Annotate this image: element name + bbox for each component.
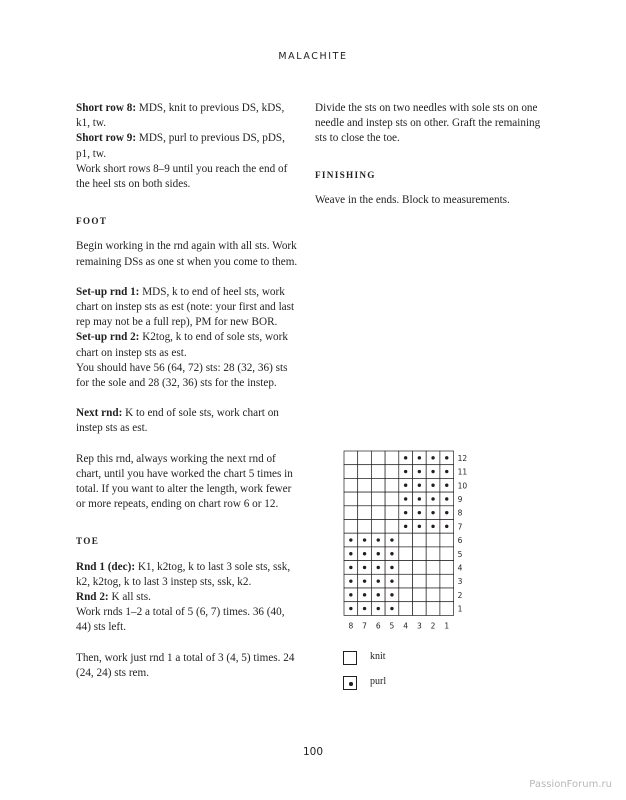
column-number-label: 4 bbox=[403, 621, 409, 631]
chart-cell bbox=[358, 451, 372, 465]
graft-paragraph: Divide the sts on two needles with sole sts on one needle and instep sts on other. Graft the remaining sts to close the toe. bbox=[315, 102, 541, 145]
purl-dot bbox=[445, 470, 448, 473]
purl-dot bbox=[377, 538, 380, 541]
row-number-label: 4 bbox=[457, 563, 463, 573]
purl-dot bbox=[445, 484, 448, 487]
setup-rnd-1 bbox=[76, 285, 301, 331]
purl-dot bbox=[363, 579, 366, 582]
chart-cell bbox=[426, 574, 440, 588]
chart-cell bbox=[399, 588, 413, 602]
chart-cell bbox=[413, 561, 427, 575]
chart-cell bbox=[399, 561, 413, 575]
purl-dot bbox=[377, 566, 380, 569]
purl-dot bbox=[377, 607, 380, 610]
chart-cell bbox=[344, 478, 358, 492]
purl-dot bbox=[377, 579, 380, 582]
purl-dot bbox=[404, 484, 407, 487]
section-heading-finishing: FINISHING bbox=[315, 169, 376, 180]
section-heading-toe: TOE bbox=[76, 536, 100, 547]
chart-cell bbox=[371, 520, 385, 534]
page-number: 100 bbox=[302, 746, 324, 758]
column-number-label: 7 bbox=[362, 621, 367, 631]
row-number-label: 3 bbox=[457, 577, 463, 587]
chart-cell bbox=[440, 561, 454, 575]
purl-dot bbox=[390, 552, 393, 555]
toe-rnd-1-text: K1, k2tog, k to last 3 sole sts, ssk, k2, k2tog, k to last 3 instep sts, ssk, k2. bbox=[76, 560, 291, 588]
row-number-label: 9 bbox=[457, 494, 463, 504]
chart-cell bbox=[385, 465, 399, 479]
setup-rnd-1-text: MDS, k to end of heel sts, work chart on instep sts as est (note: your first and last rep may not be a full rep), PM for new BOR. bbox=[76, 285, 295, 329]
purl-dot bbox=[349, 552, 352, 555]
purl-dot bbox=[349, 593, 352, 596]
purl-dot bbox=[445, 525, 448, 528]
setup-rnd-2-label: Set-up rnd 2: bbox=[76, 331, 140, 344]
section-heading-foot: FOOT bbox=[76, 216, 108, 227]
chart-cell bbox=[358, 506, 372, 520]
chart-cell bbox=[371, 451, 385, 465]
chart-cell bbox=[440, 574, 454, 588]
purl-dot bbox=[363, 593, 366, 596]
purl-dot bbox=[404, 456, 407, 459]
right-column bbox=[315, 101, 545, 208]
purl-dot bbox=[349, 566, 352, 569]
setup-rnd-1-label: Set-up rnd 1: bbox=[76, 285, 140, 298]
column-number-label: 1 bbox=[444, 621, 450, 631]
column-number-label: 6 bbox=[375, 621, 381, 631]
chart-cell bbox=[371, 492, 385, 506]
column-number-label: 5 bbox=[389, 621, 395, 631]
chart-cell bbox=[413, 588, 427, 602]
next-rnd-text: K to end of sole sts, work chart on instep sts as est. bbox=[76, 407, 279, 435]
watermark: PassionForum.ru bbox=[529, 779, 612, 790]
purl-dot bbox=[431, 456, 434, 459]
short-row-9-label: Short row 9: bbox=[76, 132, 137, 145]
legend-purl-label: purl bbox=[370, 676, 387, 687]
chart-cell bbox=[371, 465, 385, 479]
legend-knit-label: knit bbox=[370, 651, 386, 662]
short-row-9-text: MDS, purl to previous DS, pDS, p1, tw. bbox=[76, 132, 285, 160]
chart-cell bbox=[426, 533, 440, 547]
next-rnd bbox=[76, 406, 301, 436]
chart-cell bbox=[399, 547, 413, 561]
purl-dot bbox=[418, 456, 421, 459]
purl-dot bbox=[404, 511, 407, 514]
purl-dot bbox=[431, 497, 434, 500]
toe-rnd-2-label: Rnd 2: bbox=[76, 591, 109, 604]
purl-dot bbox=[418, 484, 421, 487]
purl-dot bbox=[377, 593, 380, 596]
chart-cell bbox=[344, 492, 358, 506]
purl-dot bbox=[390, 593, 393, 596]
chart-cell bbox=[426, 561, 440, 575]
chart-cell bbox=[413, 547, 427, 561]
column-number-label: 8 bbox=[348, 621, 354, 631]
short-row-8-text: MDS, knit to previous DS, kDS, k1, tw. bbox=[76, 102, 285, 130]
chart-cell bbox=[440, 602, 454, 616]
row-number-label: 6 bbox=[457, 536, 463, 546]
short-row-8 bbox=[76, 101, 301, 131]
row-number-label: 7 bbox=[457, 522, 463, 532]
row-number-label: 12 bbox=[457, 453, 468, 463]
stitch-chart-svg bbox=[340, 448, 470, 638]
foot-paragraph: Begin working in the rnd again with all sts. Work remaining DSs as one st when you come to them. bbox=[76, 240, 298, 268]
setup-rnd-2 bbox=[76, 330, 301, 360]
purl-dot bbox=[418, 511, 421, 514]
purl-dot bbox=[431, 525, 434, 528]
page-header: MALACHITE bbox=[278, 51, 348, 62]
stitch-chart bbox=[340, 448, 470, 643]
purl-dot bbox=[418, 497, 421, 500]
purl-dot bbox=[431, 511, 434, 514]
purl-dot bbox=[418, 470, 421, 473]
row-number-label: 8 bbox=[457, 508, 463, 518]
purl-dot bbox=[349, 579, 352, 582]
chart-cell bbox=[413, 533, 427, 547]
chart-cell bbox=[358, 520, 372, 534]
row-number-label: 10 bbox=[457, 481, 468, 491]
chart-cell bbox=[358, 478, 372, 492]
chart-cell bbox=[440, 547, 454, 561]
purl-dot bbox=[431, 470, 434, 473]
row-number-label: 5 bbox=[457, 549, 463, 559]
purl-dot bbox=[363, 607, 366, 610]
chart-cell bbox=[413, 574, 427, 588]
purl-dot bbox=[445, 456, 448, 459]
knit-symbol-icon bbox=[343, 651, 357, 665]
chart-cell bbox=[413, 602, 427, 616]
purl-dot bbox=[404, 470, 407, 473]
toe-rnd-2-text: K all sts. bbox=[108, 591, 151, 604]
column-number-label: 2 bbox=[430, 621, 436, 631]
chart-cell bbox=[440, 533, 454, 547]
purl-dot bbox=[431, 484, 434, 487]
purl-dot bbox=[418, 525, 421, 528]
purl-dot bbox=[349, 607, 352, 610]
purl-dot bbox=[404, 497, 407, 500]
chart-cell bbox=[399, 574, 413, 588]
chart-cell bbox=[440, 588, 454, 602]
chart-cell bbox=[358, 465, 372, 479]
purl-dot bbox=[390, 538, 393, 541]
chart-cell bbox=[399, 533, 413, 547]
next-rnd-label: Next rnd: bbox=[76, 407, 123, 420]
chart-cell bbox=[385, 451, 399, 465]
stitch-count: You should have 56 (64, 72) sts: 28 (32, 36) sts for the sole and 28 (32, 36) sts for the instep. bbox=[76, 361, 288, 390]
chart-cell bbox=[371, 506, 385, 520]
chart-cell bbox=[385, 478, 399, 492]
repeat-paragraph: Rep this rnd, always working the next rnd of chart, until you have worked the chart 5 times in total. If you want to alter the length, work fewer or more repeats, ending on chart row 6 or 12. bbox=[76, 452, 293, 511]
purl-dot bbox=[404, 525, 407, 528]
purl-dot-icon bbox=[349, 682, 353, 686]
chart-cell bbox=[426, 602, 440, 616]
purl-dot bbox=[363, 538, 366, 541]
setup-rnd-2-text: K2tog, k to end of sole sts, work chart on instep sts as est. bbox=[76, 331, 288, 359]
purl-symbol-icon bbox=[343, 676, 357, 690]
row-number-label: 11 bbox=[457, 467, 468, 477]
toe-work-rnds: Work rnds 1–2 a total of 5 (6, 7) times. 36 (40, 44) sts left. bbox=[76, 606, 285, 634]
purl-dot bbox=[445, 497, 448, 500]
chart-cell bbox=[426, 588, 440, 602]
toe-rnd-2 bbox=[76, 590, 301, 605]
row-number-label: 2 bbox=[457, 590, 463, 600]
short-row-9 bbox=[76, 131, 301, 161]
purl-dot bbox=[390, 607, 393, 610]
toe-then: Then, work just rnd 1 a total of 3 (4, 5) times. 24 (24, 24) sts rem. bbox=[76, 651, 295, 679]
finishing-paragraph: Weave in the ends. Block to measurements. bbox=[315, 193, 510, 206]
column-number-label: 3 bbox=[416, 621, 422, 631]
chart-cell bbox=[344, 465, 358, 479]
chart-cell bbox=[385, 520, 399, 534]
chart-cell bbox=[426, 547, 440, 561]
chart-cell bbox=[344, 520, 358, 534]
purl-dot bbox=[390, 579, 393, 582]
chart-cell bbox=[344, 451, 358, 465]
row-number-label: 1 bbox=[457, 604, 463, 614]
purl-dot bbox=[363, 552, 366, 555]
short-rows-instruction: Work short rows 8–9 until you reach the end of the heel sts on both sides. bbox=[76, 162, 288, 191]
toe-rnd-1-label: Rnd 1 (dec): bbox=[76, 560, 136, 573]
chart-cell bbox=[344, 506, 358, 520]
chart-cell bbox=[385, 506, 399, 520]
toe-rnd-1 bbox=[76, 560, 301, 590]
chart-cell bbox=[371, 478, 385, 492]
purl-dot bbox=[349, 538, 352, 541]
purl-dot bbox=[390, 566, 393, 569]
chart-cell bbox=[385, 492, 399, 506]
chart-cell bbox=[358, 492, 372, 506]
purl-dot bbox=[363, 566, 366, 569]
short-row-8-label: Short row 8: bbox=[76, 102, 137, 114]
purl-dot bbox=[445, 511, 448, 514]
left-column bbox=[76, 101, 301, 681]
purl-dot bbox=[377, 552, 380, 555]
chart-cell bbox=[399, 602, 413, 616]
